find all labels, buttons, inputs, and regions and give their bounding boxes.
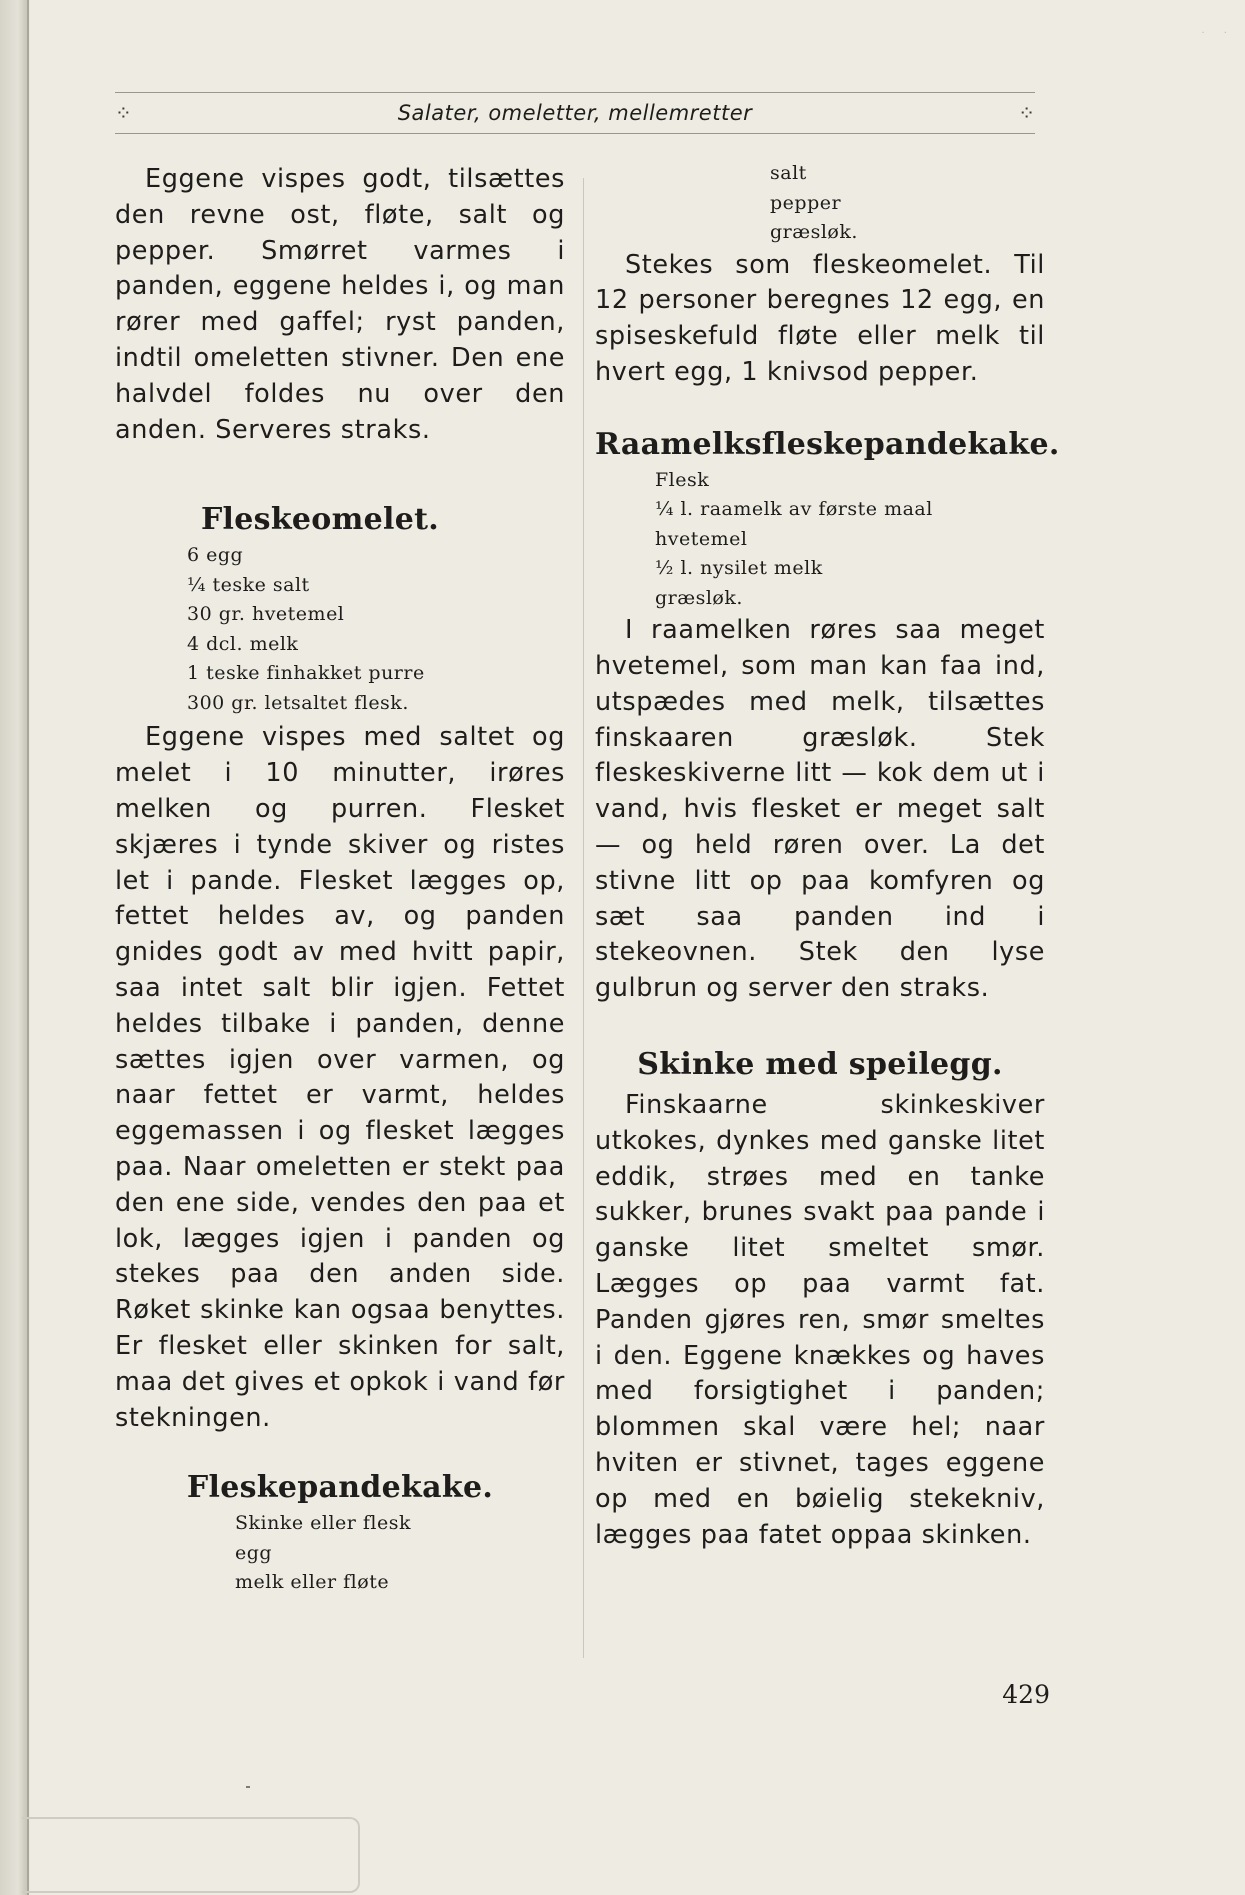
recipe-title-raamelksfleskepandekake: Raamelksfleskepandekake. — [595, 426, 1060, 462]
ingredient-item: græsløk. — [655, 586, 743, 609]
page-corner-mark — [22, 1817, 360, 1893]
ornament-right-icon: ⁘ — [1018, 101, 1035, 125]
right-column — [595, 162, 1060, 1553]
ornament-left-icon: ⁘ — [115, 101, 132, 125]
ingredient-item: ¼ l. raamelk av første maal — [655, 498, 933, 521]
left-column — [115, 162, 565, 1598]
ingredient-item: ¼ teske salt — [187, 573, 310, 596]
gutter-line — [27, 0, 29, 1895]
ingredients-fleskeomelet — [187, 541, 565, 718]
ingredient-item: Skinke eller flesk — [235, 1512, 412, 1535]
ingredients-fleskepandekake-cont — [770, 159, 1045, 248]
ingredient-item: pepper — [770, 191, 842, 214]
ingredient-item: 30 gr. hvetemel — [187, 603, 345, 626]
ingredient-item: salt — [770, 162, 807, 184]
ingredient-item: egg — [235, 1541, 273, 1564]
method-fleskepandekake: Stekes som fleskeomelet. Til 12 personer beregnes 12 egg, en spiseskefuld fløte eller melk til hvert egg, 1 knivsod pepper. — [595, 249, 1045, 387]
omelet-intro-paragraph: Eggene vispes godt, tilsættes den revne ost, fløte, salt og pepper. Smørret varmes i panden, eggene heldes i, og man rører med gaffel; ryst panden, indtil omeletten stivner. Den ene halvdel foldes nu over den anden. Serveres straks. — [115, 164, 565, 445]
method-raamelksfleskepandekake: I raamelken røres saa meget hvetemel, som man kan faa ind, utspædes med melk, tilsættes finskaaren græsløk. Stek fleskeskiverne litt — kok dem ut i vand, hvis flesket er meget salt — og held røren over. La det stivne litt op paa komfyren og sæt saa panden ind i stekeovnen. Stek den lyse gulbrun og server den straks. — [595, 615, 1045, 1004]
method-skinke-med-speilegg: Finskaarne skinkeskiver utkokes, dynkes med ganske litet eddik, strøes med en tanke sukker, brunes svakt paa pande i ganske litet smeltet smør. Lægges op paa varmt fat. Panden gjøres ren, smør smeltes i den. Eggene knækkes og haves med forsigtighet i panden; blommen skal være hel; naar hviten er stivnet, tages eggene op med en bøielig stekekniv, lægges paa fatet oppaa skinken. — [595, 1089, 1045, 1550]
running-header — [115, 92, 1035, 134]
ingredient-item: melk eller fløte — [235, 1571, 390, 1594]
ingredient-item: 4 dcl. melk — [187, 632, 299, 655]
ink-speck — [246, 1786, 250, 1788]
ingredient-item: 1 teske finhakket purre — [187, 662, 425, 685]
recipe-title-skinke-med-speilegg: Skinke med speilegg. — [637, 1046, 1003, 1082]
column-divider — [583, 178, 584, 1658]
book-spine-shadow — [0, 0, 30, 1895]
page-number: 429 — [1002, 1680, 1050, 1709]
recipe-title-fleskeomelet: Fleskeomelet. — [200, 502, 440, 538]
ingredient-item: Flesk — [655, 468, 710, 491]
ingredient-item: ½ l. nysilet melk — [655, 557, 823, 580]
ingredient-item: 300 gr. letsaltet flesk. — [187, 691, 409, 714]
ingredient-item: hvetemel — [655, 527, 748, 550]
running-title: Salater, omeletter, mellemretter — [397, 101, 753, 125]
method-fleskeomelet: Eggene vispes med saltet og melet i 10 minutter, irøres melken og purren. Flesket skjæres i tynde skiver og ristes let i pande. Flesket lægges op, fettet heldes av, og panden gnides godt av med hvitt papir, saa intet salt blir igjen. Fettet heldes tilbake i panden, denne sættes igjen over varmen, og naar fettet er varmt, heldes eggemassen i og flesket lægges paa. Naar omeletten er stekt paa den ene side, vendes den paa et lok, lægges igjen i panden og stekes paa den anden side. Røket skinke kan ogsaa benyttes. Er flesket eller skinken for salt, maa det gives et opkok i vand før stekningen. — [115, 722, 565, 1433]
edge-specks: · · — [1201, 28, 1235, 39]
ingredients-fleskepandekake — [235, 1509, 565, 1598]
ingredient-item: græsløk. — [770, 221, 858, 243]
ingredients-raamelksfleskepandekake — [655, 466, 1045, 614]
ingredient-item: 6 egg — [187, 544, 244, 567]
recipe-title-fleskepandekake: Fleskepandekake. — [186, 1470, 494, 1506]
